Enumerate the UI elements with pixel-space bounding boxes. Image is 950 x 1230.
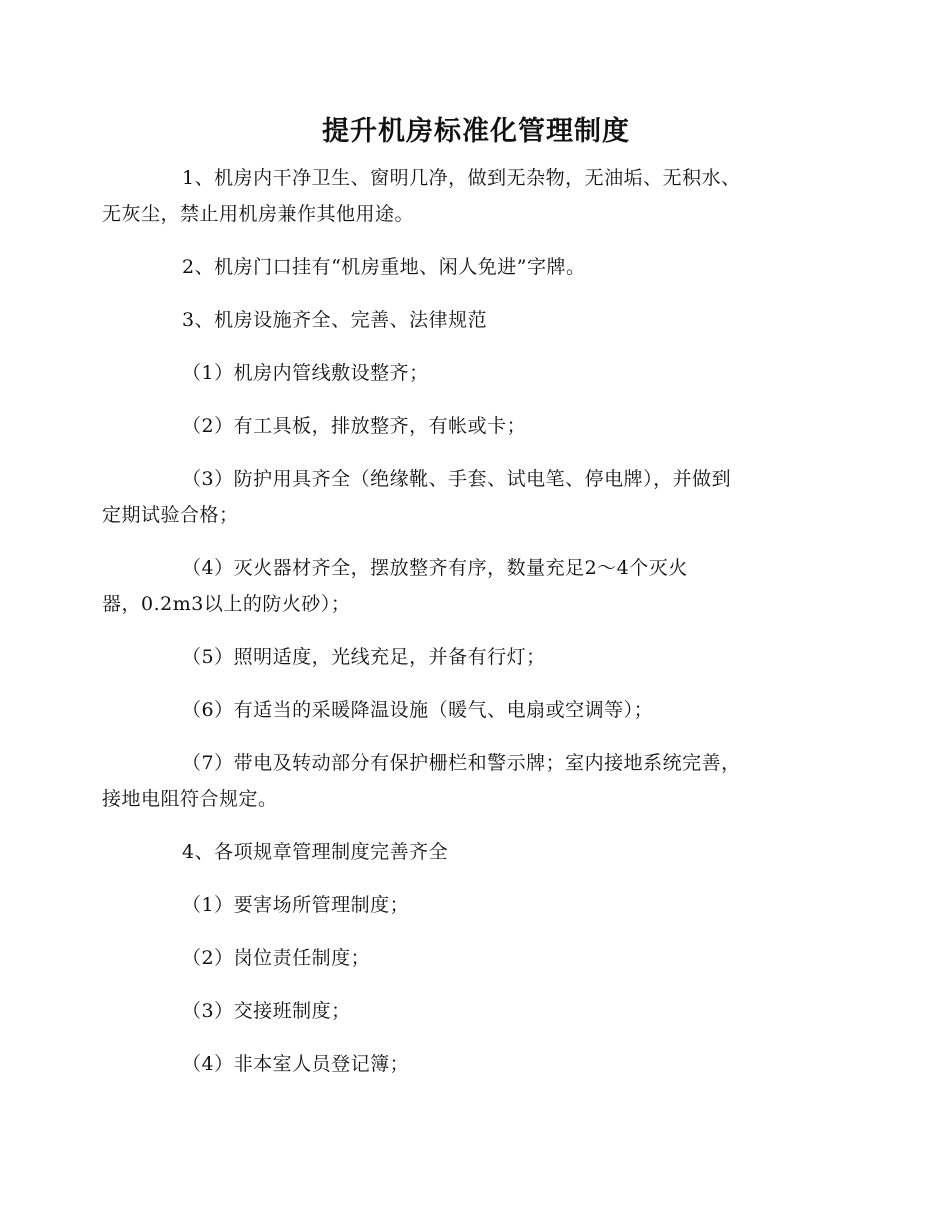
paragraph-line: （1）要害场所管理制度； <box>182 894 410 916</box>
paragraph-line: （1）机房内管线敷设整齐； <box>182 362 429 384</box>
paragraph-9 <box>142 692 810 728</box>
paragraph-7 <box>102 550 810 622</box>
paragraph-line: 3、机房设施齐全、完善、法律规范 <box>182 309 488 331</box>
paragraph-8 <box>142 639 810 675</box>
paragraph-14 <box>142 993 810 1029</box>
paragraph-5 <box>142 408 810 444</box>
paragraph-line: （2）岗位责任制度； <box>182 947 371 969</box>
paragraph-12 <box>142 887 810 923</box>
paragraph-4 <box>142 355 810 391</box>
paragraph-line: （5）照明适度，光线充足，并备有行灯； <box>182 646 546 668</box>
paragraph-line: （3）防护用具齐全（绝缘靴、手套、试电笔、停电牌），并做到 <box>182 468 732 490</box>
paragraph-line: 4、各项规章管理制度完善齐全 <box>182 841 449 863</box>
paragraph-1 <box>102 160 810 232</box>
paragraph-line: （7）带电及转动部分有保护栅栏和警示牌；室内接地系统完善， <box>182 752 741 774</box>
paragraph-line: （6）有适当的采暖降温设施（暖气、电扇或空调等）； <box>182 699 654 721</box>
paragraph-line: 1、机房内干净卫生、窗明几净，做到无杂物，无油垢、无积水、 <box>182 167 741 189</box>
paragraph-13 <box>142 940 810 976</box>
paragraph-line: （3）交接班制度； <box>182 1000 351 1022</box>
paragraph-6 <box>102 461 810 533</box>
paragraph-line: 2、机房门口挂有“机房重地、闲人免进”字牌。 <box>182 256 586 278</box>
paragraph-line: （4）灭火器材齐全，摆放整齐有序，数量充足2～4个灭火 <box>182 557 688 579</box>
paragraph-line: （2）有工具板，排放整齐，有帐或卡； <box>182 415 527 437</box>
paragraph-3 <box>142 302 810 338</box>
paragraph-10 <box>102 745 810 817</box>
paragraph-2 <box>142 249 810 285</box>
paragraph-15 <box>142 1046 810 1082</box>
paragraph-line: 定期试验合格； <box>102 504 239 526</box>
document-title: 提升机房标准化管理制度 <box>322 116 630 147</box>
paragraph-line: 无灰尘，禁止用机房兼作其他用途。 <box>102 203 415 225</box>
paragraph-line: 接地电阻符合规定。 <box>102 788 278 810</box>
paragraph-11 <box>142 834 810 870</box>
paragraph-line: 器，0.2m3以上的防火砂）； <box>102 593 351 615</box>
paragraph-line: （4）非本室人员登记簿； <box>182 1053 410 1075</box>
